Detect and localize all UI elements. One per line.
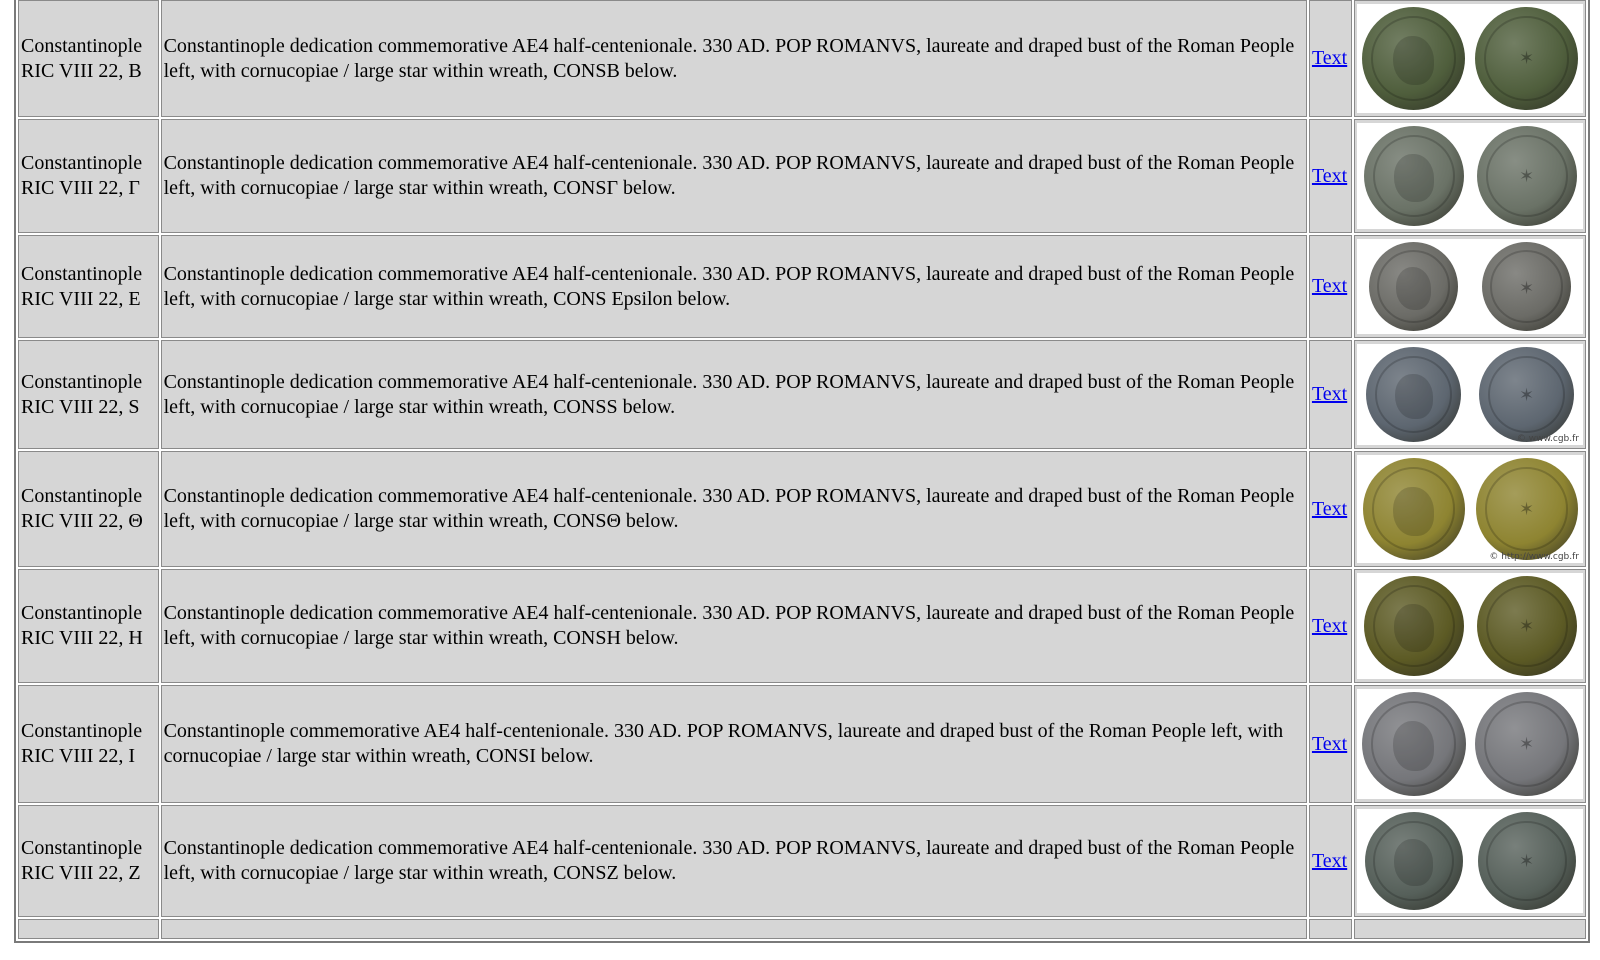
text-link-cell [1309,805,1352,917]
coin-table [14,0,1590,943]
coin-reverse-image: ✶ [1475,7,1578,110]
coin-reverse-image: ✶ [1479,347,1574,442]
coin-obverse-image [1364,576,1464,676]
coin-description: Constantinople dedication commemorative AE4 half-centenionale. 330 AD. POP ROMANVS, laureate and draped bust of the Roman People left, with cornucopiae / large star within wreath, CONSH below. [161,569,1307,683]
coin-description: Constantinople dedication commemorative AE4 half-centenionale. 330 AD. POP ROMANVS, laureate and draped bust of the Roman People left, with cornucopiae / large star within wreath, CONSS below. [161,340,1307,449]
coin-reverse-image: ✶ [1482,242,1571,331]
mint-label: Constantinople [21,262,143,285]
catalog-reference: RIC VIII 22, H [21,627,143,649]
mint-label: Constantinople [21,485,143,507]
catalog-reference: RIC VIII 22, Γ [21,177,140,199]
coin-obverse-image [1365,812,1463,910]
image-credit: © http://www.cgb.fr [1489,552,1579,562]
coin-obverse-image [1369,242,1458,331]
partial-cell [1354,919,1586,939]
partial-cell [18,919,159,939]
coin-row [18,451,1586,567]
text-link[interactable]: Text [1311,47,1348,69]
coin-image[interactable] [1357,573,1583,679]
mint-label: Constantinople [21,370,143,393]
mint-label: Constantinople [21,34,143,57]
mint-label: Constantinople [21,152,143,174]
coin-image-cell [1354,340,1586,449]
coin-row [18,0,1586,117]
catalog-reference: RIC VIII 22, E [21,287,141,310]
text-link-cell [1309,119,1352,233]
coin-description: Constantinople dedication commemorative AE4 half-centenionale. 330 AD. POP ROMANVS, laureate and draped bust of the Roman People left, with cornucopiae / large star within wreath, CONSΘ below. [161,451,1307,567]
coin-image-cell [1354,451,1586,567]
coin-description: Constantinople dedication commemorative AE4 half-centenionale. 330 AD. POP ROMANVS, laureate and draped bust of the Roman People left, with cornucopiae / large star within wreath, CONSZ below. [161,805,1307,917]
mint-label: Constantinople [21,837,143,859]
coin-reverse-image: ✶ [1478,812,1576,910]
text-link[interactable]: Text [1311,732,1348,755]
text-link[interactable]: Text [1311,383,1348,405]
reference-cell [18,0,159,117]
coin-image[interactable] [1357,689,1583,799]
coin-image[interactable] [1357,455,1583,563]
reference-cell [18,235,159,338]
reference-cell [18,685,159,803]
coin-description: Constantinople dedication commemorative AE4 half-centenionale. 330 AD. POP ROMANVS, laureate and draped bust of the Roman People left, with cornucopiae / large star within wreath, CONSB below. [161,0,1307,117]
coin-row-partial [18,919,1586,939]
coin-image-cell [1354,0,1586,117]
reference-cell [18,451,159,567]
image-credit: © www.cgb.fr [1516,434,1579,444]
coin-row [18,569,1586,683]
text-link[interactable]: Text [1311,614,1348,637]
coin-description: Constantinople dedication commemorative AE4 half-centenionale. 330 AD. POP ROMANVS, laureate and draped bust of the Roman People left, with cornucopiae / large star within wreath, CONS Epsilon below. [161,235,1307,338]
coin-obverse-image [1362,7,1465,110]
coin-description: Constantinople dedication commemorative AE4 half-centenionale. 330 AD. POP ROMANVS, laureate and draped bust of the Roman People left, with cornucopiae / large star within wreath, CONSΓ below. [161,119,1307,233]
coin-table-body [18,0,1586,939]
catalog-reference: RIC VIII 22, Θ [21,510,143,532]
reference-cell [18,340,159,449]
coin-image-cell [1354,685,1586,803]
catalog-reference: RIC VIII 22, Z [21,862,141,884]
coin-image[interactable] [1357,239,1583,334]
catalog-reference: RIC VIII 22, B [21,59,142,82]
coin-row [18,119,1586,233]
coin-row [18,235,1586,338]
text-link-cell [1309,340,1352,449]
reference-cell [18,805,159,917]
coin-image[interactable] [1357,4,1583,113]
text-link-cell [1309,0,1352,117]
coin-reverse-image: ✶ [1476,458,1578,560]
coin-image[interactable] [1357,344,1583,445]
text-link-cell [1309,451,1352,567]
text-link[interactable]: Text [1311,497,1348,520]
catalog-reference: RIC VIII 22, I [21,745,136,767]
page [14,0,1600,943]
coin-obverse-image [1362,692,1466,796]
reference-cell [18,119,159,233]
mint-label: Constantinople [21,602,143,624]
coin-reverse-image: ✶ [1477,126,1577,226]
coin-reverse-image: ✶ [1475,692,1579,796]
partial-cell [1309,919,1352,939]
coin-reverse-image: ✶ [1477,576,1577,676]
coin-image[interactable] [1357,123,1583,229]
reference-cell [18,569,159,683]
text-link[interactable]: Text [1311,164,1348,187]
text-link[interactable]: Text [1311,275,1348,297]
coin-obverse-image [1364,126,1464,226]
text-link-cell [1309,569,1352,683]
coin-image[interactable] [1357,809,1583,913]
text-link-cell [1309,235,1352,338]
coin-obverse-image [1366,347,1461,442]
coin-row [18,685,1586,803]
text-link[interactable]: Text [1311,849,1348,872]
partial-cell [161,919,1307,939]
coin-row [18,340,1586,449]
mint-label: Constantinople [21,720,143,742]
coin-description: Constantinople commemorative AE4 half-centenionale. 330 AD. POP ROMANVS, laureate and draped bust of the Roman People left, with cornucopiae / large star within wreath, CONSI below. [161,685,1307,803]
coin-image-cell [1354,235,1586,338]
coin-row [18,805,1586,917]
catalog-reference: RIC VIII 22, S [21,395,140,418]
coin-image-cell [1354,805,1586,917]
text-link-cell [1309,685,1352,803]
coin-obverse-image [1363,458,1465,560]
coin-image-cell [1354,569,1586,683]
coin-image-cell [1354,119,1586,233]
